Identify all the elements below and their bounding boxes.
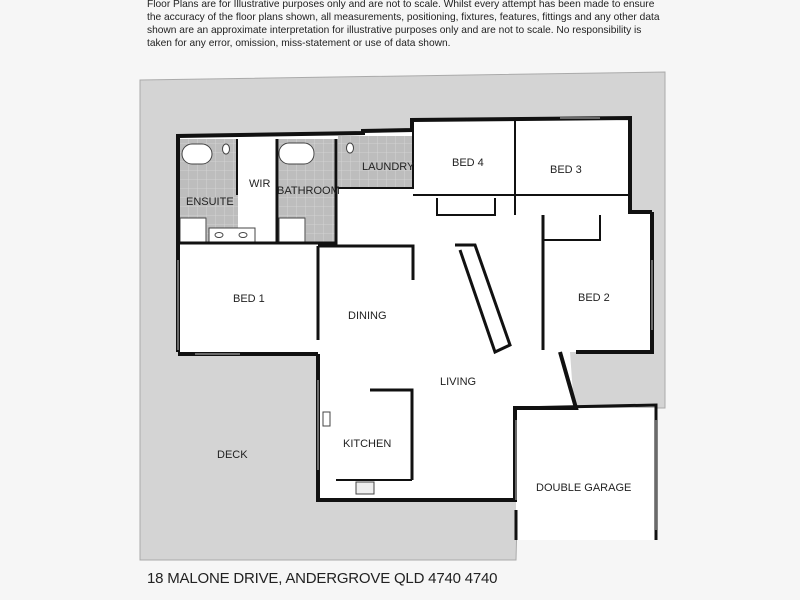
room-label-garage: DOUBLE GARAGE	[536, 482, 632, 494]
cooktop-icon	[356, 482, 374, 494]
toilet-icon	[223, 144, 230, 154]
basin-icon	[215, 233, 223, 238]
sink-icon	[323, 412, 330, 426]
room-label-bed3: BED 3	[550, 164, 582, 176]
disclaimer-line: taken for any error, omission, miss-statement or use of data shown.	[147, 38, 451, 49]
room-label-bed2: BED 2	[578, 292, 610, 304]
room-label-kitchen: KITCHEN	[343, 438, 392, 450]
bath-icon	[182, 144, 212, 164]
basin-icon	[239, 233, 247, 238]
room-label-wir: WIR	[249, 178, 271, 190]
shower-icon	[180, 218, 206, 242]
room-label-bathroom: BATHROOM	[277, 185, 340, 197]
room-label-ensuite: ENSUITE	[186, 196, 234, 208]
room-label-deck: DECK	[217, 449, 248, 461]
room-label-dining: DINING	[348, 310, 387, 322]
garage-floor	[516, 408, 656, 540]
room-label-bed1: BED 1	[233, 293, 265, 305]
room-label-living: LIVING	[440, 376, 477, 388]
room-label-bed4: BED 4	[452, 157, 484, 169]
disclaimer-line: shown are an approximate interpretation for illustrative purposes only and are not to scale. No responsibility is	[147, 25, 642, 36]
bath-icon	[279, 143, 314, 164]
disclaimer-line: Floor Plans are for Illustrative purposes only and are not to scale. Whilst every attempt has been made to ensure	[147, 0, 655, 10]
toilet-icon	[347, 143, 354, 153]
disclaimer-line: the accuracy of the floor plans shown, all measurements, positioning, fixtures, features, fittings and any other data	[147, 12, 660, 23]
room-label-laundry: LAUNDRY	[362, 161, 415, 173]
property-address: 18 MALONE DRIVE, ANDERGROVE QLD 4740 4740	[147, 570, 498, 587]
shower-icon	[279, 218, 305, 242]
wir-floor	[238, 139, 275, 242]
